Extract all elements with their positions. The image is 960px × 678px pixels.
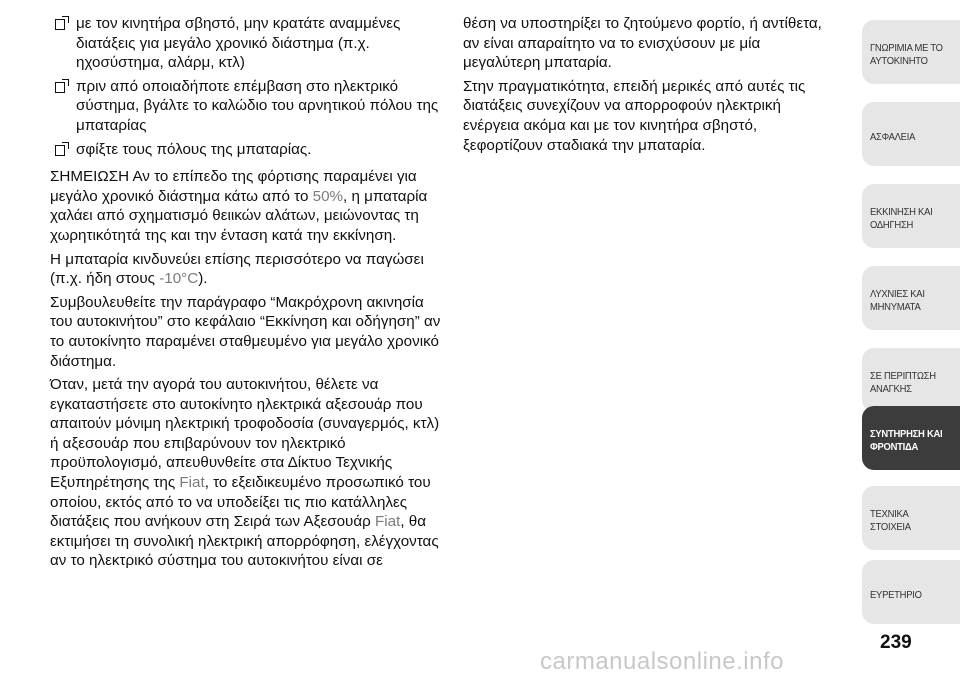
list-item (50, 77, 442, 136)
tab-emergency[interactable] (862, 348, 960, 412)
checkbox-bullet-icon (55, 145, 65, 156)
tab-warning-lights[interactable] (862, 266, 960, 330)
accessories-text: , θα εκτιμήσει τη συνολική ηλεκτρική απορρόφηση, ελέγχοντας αν το ηλεκτρικό σύστημα του αυτοκινήτου είναι σε (50, 513, 439, 570)
brand-name: Fiat (374, 513, 401, 531)
bullet-text: με τον κινητήρα σβηστό, μην κρατάτε αναμμένες διατάξεις για μεγάλο χρονικό διάστημα (π.χ. ηχοσύστημα, αλάρμ, κτλ) (76, 15, 401, 72)
tab-label: ΑΣΦΑΛΕΙΑ (870, 130, 916, 143)
tab-index[interactable] (862, 560, 960, 624)
tab-getting-to-know[interactable] (862, 20, 960, 84)
tab-label: ΛΥΧΝΙΕΣ ΚΑΙ ΜΗΝΥΜΑΤΑ (870, 288, 925, 313)
accessories-text: , το εξειδικευμένο προσωπικό του οποίου, εκτός από το να υποδείξει τις πιο κατάλληλες διατάξεις που ανήκουν στη Σειρά των Αξεσουάρ (50, 474, 431, 531)
freeze-text: Η μπαταρία κινδυνεύει επίσης περισσότερο να παγώσει (π.χ. ήδη στους (50, 250, 424, 288)
brand-name: Fiat (179, 474, 205, 492)
bullet-list (50, 14, 442, 159)
list-item (50, 140, 442, 160)
tab-technical-data[interactable] (862, 486, 960, 550)
left-column (50, 14, 442, 575)
chapter-sidebar (858, 0, 960, 678)
page-number: 239 (880, 632, 912, 653)
right-column (463, 14, 823, 159)
freeze-text-end: ). (198, 270, 208, 288)
tab-label: ΤΕΧΝΙΚΑ ΣΤΟΙΧΕΙΑ (870, 508, 911, 533)
temperature-value: -10°C (159, 270, 199, 288)
note-paragraph (50, 167, 442, 245)
tab-maintenance-active[interactable] (862, 406, 960, 470)
note-text-end: , η μπαταρία χαλάει από σχηματισμό θειικών αλάτων, μειώνοντας τη χωρητικότητά της και την ένταση κατά την εκκίνηση. (50, 187, 428, 244)
bullet-text: πριν από οποιαδήποτε επέμβαση στο ηλεκτρικό σύστημα, βγάλτε το καλώδιο του αρνητικού πόλου της μπαταρίας (76, 77, 439, 134)
accessories-text: Όταν, μετά την αγορά του αυτοκινήτου, θέλετε να εγκαταστήσετε στο αυτοκίνητο ηλεκτρικά αξεσουάρ που απαιτούν μόνιμη ηλεκτρική τροφοδοσία (συναγερμός, κτλ) ή αξεσουάρ που επιβαρύνουν τον ηλεκτρικό προϋπολογισμό, απευθυνθείτε στα Δίκτυο Τεχνικής Εξυπηρέτησης της (50, 376, 440, 492)
charge-threshold-value: 50% (312, 187, 344, 205)
tab-safety[interactable] (862, 102, 960, 166)
tab-label: ΕΚΚΙΝΗΣΗ ΚΑΙ ΟΔΗΓΗΣΗ (870, 206, 933, 231)
bullet-text: σφίξτε τους πόλους της μπαταρίας. (76, 140, 312, 158)
tab-label: ΓΝΩΡΙΜΙΑ ΜΕ ΤΟ ΑΥΤΟΚΙΝΗΤΟ (870, 42, 943, 67)
freeze-paragraph (50, 250, 442, 289)
accessories-paragraph (50, 375, 442, 571)
watermark-text: carmanualsonline.info (540, 648, 784, 675)
tab-label: ΕΥΡΕΤΗΡΙΟ (870, 588, 922, 601)
checkbox-bullet-icon (55, 19, 65, 30)
list-item (50, 14, 442, 73)
tab-starting-driving[interactable] (862, 184, 960, 248)
tab-label: ΣΕ ΠΕΡΙΠΤΩΣΗ ΑΝΑΓΚΗΣ (870, 370, 936, 395)
checkbox-bullet-icon (55, 82, 65, 93)
tab-label: ΣΥΝΤΗΡΗΣΗ ΚΑΙ ΦΡΟΝΤΙΔΑ (870, 428, 943, 453)
continuation-paragraph: θέση να υποστηρίξει το ζητούμενο φορτίο, ή αντίθετα, αν είναι απαραίτητο να το ενισχύσουν με μία μεγαλύτερη μπαταρία. (463, 15, 822, 72)
note-text: ΣΗΜΕΙΩΣΗ Αν το επίπεδο της φόρτισης παραμένει για μεγάλο χρονικό διάστημα κάτω από το (50, 168, 417, 205)
explanation-paragraph: Στην πραγματικότητα, επειδή μερικές από αυτές τις διατάξεις συνεχίζουν να απορροφούν ηλεκτρική ενέργεια ακόμα και με τον κινητήρα σβηστό, ξεφορτίζουν σταδιακά την μπαταρία. (463, 77, 806, 154)
advice-paragraph: Συμβουλευθείτε την παράγραφο “Μακρόχρονη ακινησία του αυτοκινήτου” στο κεφάλαιο “Εκκίνηση και οδήγηση” αν το αυτοκίνητο παραμένει σταθμευμένο για μεγάλο χρονικό διάστημα. (50, 293, 441, 370)
